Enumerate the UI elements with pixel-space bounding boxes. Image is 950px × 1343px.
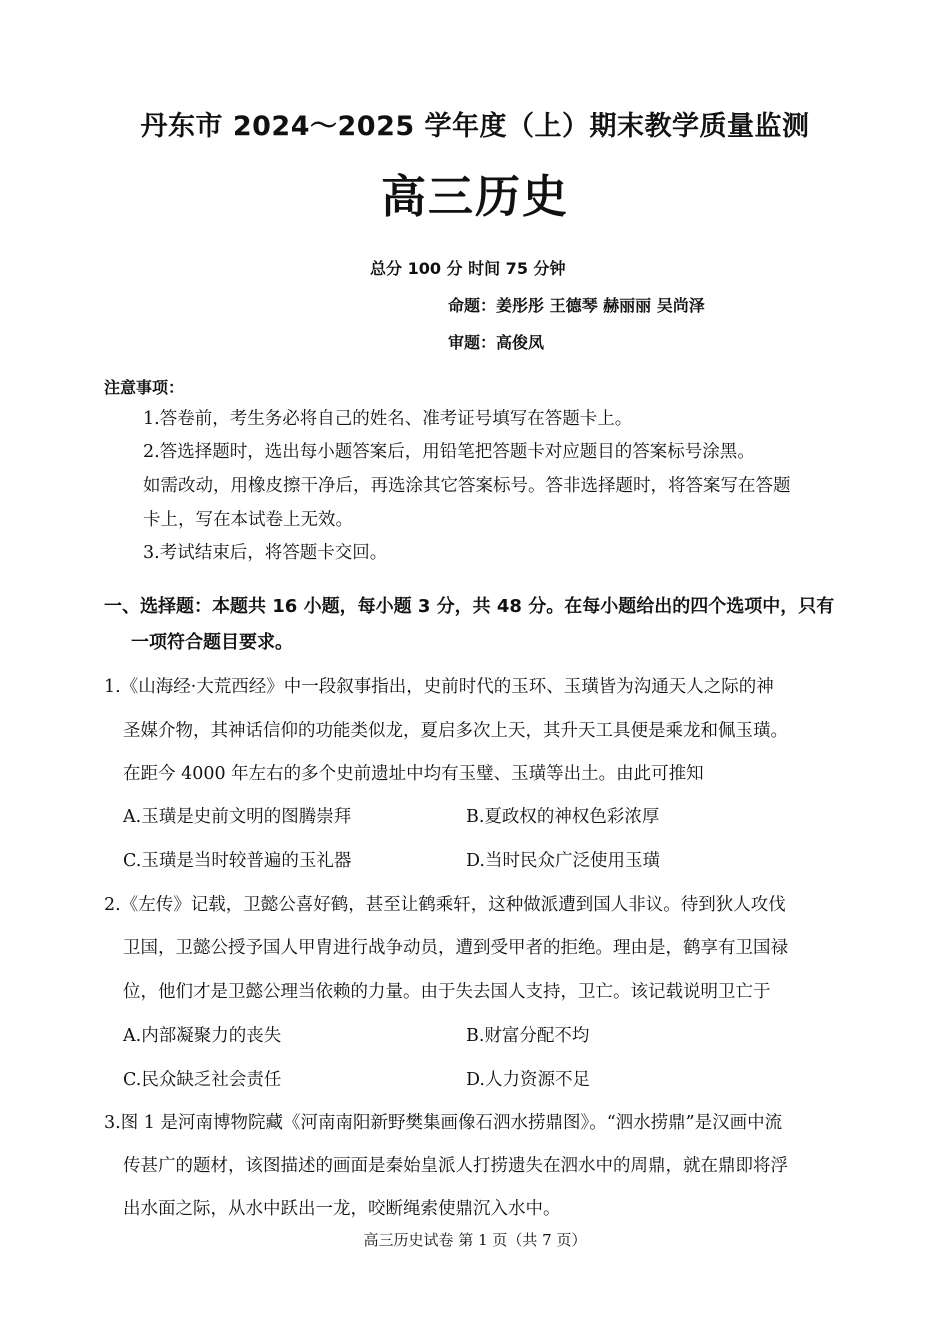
section-heading-line-1: 一、选择题：本题共 16 小题，每小题 3 分，共 48 分。在每小题给出的四个选项中，只有 (104, 596, 835, 617)
page-footer: 高三历史试卷 第 1 页（共 7 页） (363, 1231, 587, 1249)
q3-stem-line-3: 出水面之际，从水中跃出一龙，咬断绳索使鼎沉入水中。 (123, 1199, 561, 1219)
q2-stem-line-2: 卫国，卫懿公授予国人甲胄进行战争动员，遭到受甲者的拒绝。理由是，鹤享有卫国禄 (123, 938, 788, 958)
notice-item-2-line-1: 2.答选择题时，选出每小题答案后，用铅笔把答题卡对应题目的答案标号涂黑。 (143, 442, 755, 462)
score-time: 总分 100 分 时间 75 分钟 (370, 259, 566, 278)
notice-item-2-line-2: 如需改动，用橡皮擦干净后，再选涂其它答案标号。答非选择题时，将答案写在答题 (143, 476, 791, 496)
notice-item-1: 1.答卷前，考生务必将自己的姓名、准考证号填写在答题卡上。 (143, 409, 633, 429)
q3-stem-line-2: 传甚广的题材，该图描述的画面是秦始皇派人打捞遗失在泗水中的周鼎，就在鼎即将浮 (123, 1156, 788, 1176)
q1-stem-line-1: 1.《山海经·大荒西经》中一段叙事指出，史前时代的玉环、玉璜皆为沟通天人之际的神 (104, 677, 774, 697)
exam-title: 丹东市 2024～2025 学年度（上）期末教学质量监测 (140, 111, 810, 142)
q2-option-b: B.财富分配不均 (466, 1026, 590, 1046)
q3-stem-line-1: 3.图 1 是河南博物院藏《河南南阳新野樊集画像石泗水捞鼎图》。“泗水捞鼎”是汉画中流 (104, 1113, 783, 1133)
subject-title: 高三历史 (380, 170, 569, 223)
q2-stem-line-3: 位，他们才是卫懿公理当依赖的力量。由于失去国人支持，卫亡。该记载说明卫亡于 (123, 982, 771, 1002)
q2-option-a: A.内部凝聚力的丧失 (123, 1026, 282, 1046)
section-heading-line-2: 一项符合题目要求。 (131, 632, 293, 653)
q2-option-c: C.民众缺乏社会责任 (123, 1070, 282, 1090)
q1-option-b: B.夏政权的神权色彩浓厚 (466, 807, 660, 827)
q1-option-d: D.当时民众广泛使用玉璜 (466, 851, 660, 871)
reviewer: 审题：高俊凤 (448, 333, 545, 352)
q2-stem-line-1: 2.《左传》记载，卫懿公喜好鹤，甚至让鹤乘轩，这种做派遭到国人非议。待到狄人攻伐 (104, 895, 786, 915)
q1-option-a: A.玉璜是史前文明的图腾崇拜 (123, 807, 352, 827)
q1-option-c: C.玉璜是当时较普遍的玉礼器 (123, 851, 352, 871)
q2-option-d: D.人力资源不足 (466, 1070, 590, 1090)
notice-item-3: 3.考试结束后，将答题卡交回。 (143, 543, 388, 563)
authors: 命题：姜彤彤 王德琴 赫丽丽 吴尚泽 (448, 296, 705, 315)
notice-item-2-line-3: 卡上，写在本试卷上无效。 (143, 510, 353, 530)
q1-stem-line-2: 圣媒介物，其神话信仰的功能类似龙，夏启多次上天，其升天工具便是乘龙和佩玉璜。 (123, 721, 788, 741)
q1-stem-line-3: 在距今 4000 年左右的多个史前遗址中均有玉璧、玉璜等出土。由此可推知 (123, 764, 704, 784)
notice-heading: 注意事项： (104, 378, 185, 397)
